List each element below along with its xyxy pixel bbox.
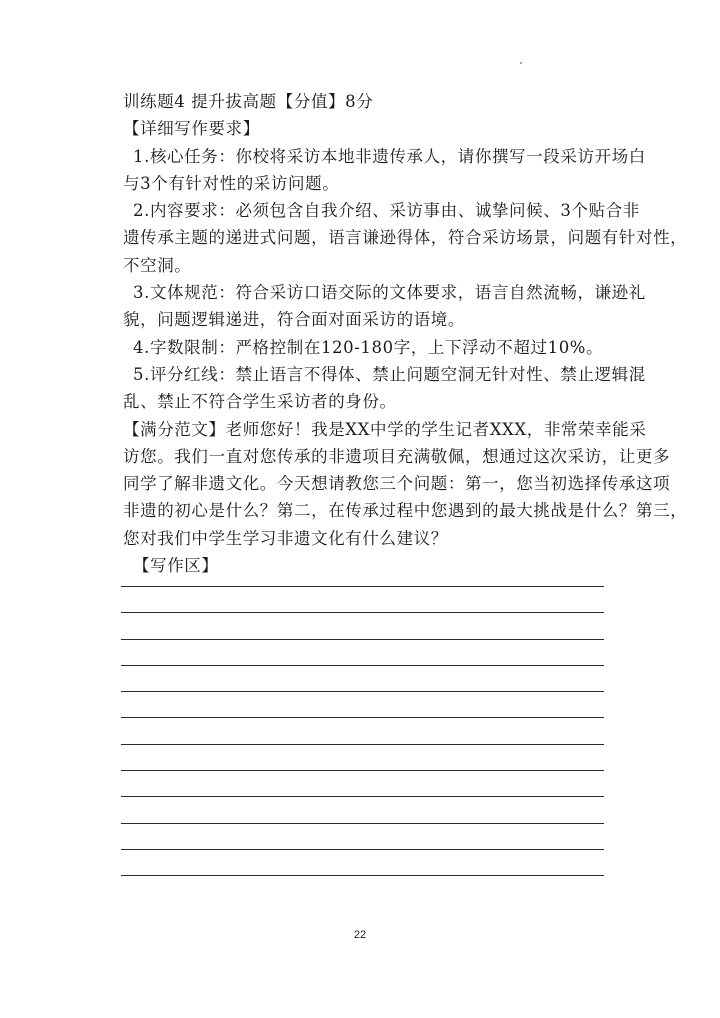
writing-area-heading: 【写作区】 (133, 556, 219, 576)
writing-line[interactable] (121, 665, 604, 666)
requirement-2-line-2: 遗传承主题的递进式问题，语言谦逊得体，符合采访场景，问题有针对性， (123, 228, 688, 248)
writing-line[interactable] (121, 849, 604, 850)
sample-essay-line-2: 访您。我们一直对您传承的非遗项目充满敬佩，想通过这次采访，让更多 (123, 446, 671, 466)
requirement-1-line-2: 与3个有针对性的采访问题。 (123, 173, 340, 193)
writing-line[interactable] (121, 586, 604, 587)
stray-dot (520, 62, 522, 64)
writing-line[interactable] (121, 796, 604, 797)
writing-line[interactable] (121, 770, 604, 771)
writing-line[interactable] (121, 744, 604, 745)
requirement-4-line-1: 4.字数限制：严格控制在120-180字，上下浮动不超过10%。 (133, 337, 604, 357)
requirement-5-line-2: 乱、禁止不符合学生采访者的身份。 (123, 392, 397, 412)
writing-line[interactable] (121, 612, 604, 613)
sample-essay-line-5: 您对我们中学生学习非遗文化有什么建议？ (123, 528, 448, 548)
exercise-title: 训练题4 提升拔高题【分值】8分 (123, 92, 374, 111)
writing-line[interactable] (121, 823, 604, 824)
requirement-3-line-1: 3.文体规范：符合采访口语交际的文体要求，语言自然流畅，谦逊礼 (133, 283, 646, 303)
sample-essay-line-3: 同学了解非遗文化。今天想请教您三个问题：第一，您当初选择传承这项 (123, 474, 671, 494)
requirement-1-line-1: 1.核心任务：你校将采访本地非遗传承人，请你撰写一段采访开场白 (133, 146, 646, 166)
sample-essay-line-4: 非遗的初心是什么？第二，在传承过程中您遇到的最大挑战是什么？第三， (123, 501, 688, 521)
requirement-5-line-1: 5.评分红线：禁止语言不得体、禁止问题空洞无针对性、禁止逻辑混 (133, 364, 646, 384)
requirement-2-line-3: 不空洞。 (123, 255, 192, 275)
requirement-3-line-2: 貌，问题逻辑递进，符合面对面采访的语境。 (123, 310, 465, 330)
writing-line[interactable] (121, 717, 604, 718)
writing-line[interactable] (121, 639, 604, 640)
writing-line[interactable] (121, 691, 604, 692)
writing-area[interactable] (121, 586, 604, 902)
requirement-2-line-1: 2.内容要求：必须包含自我介绍、采访事由、诚挚问候、3个贴合非 (133, 201, 640, 221)
page-number: 22 (353, 929, 367, 941)
question-body (123, 88, 688, 579)
sample-essay-line-1: 【满分范文】老师您好！我是XX中学的学生记者XXX，非常荣幸能采 (123, 419, 647, 439)
requirements-heading: 【详细写作要求】 (123, 119, 260, 139)
writing-line[interactable] (121, 875, 604, 876)
